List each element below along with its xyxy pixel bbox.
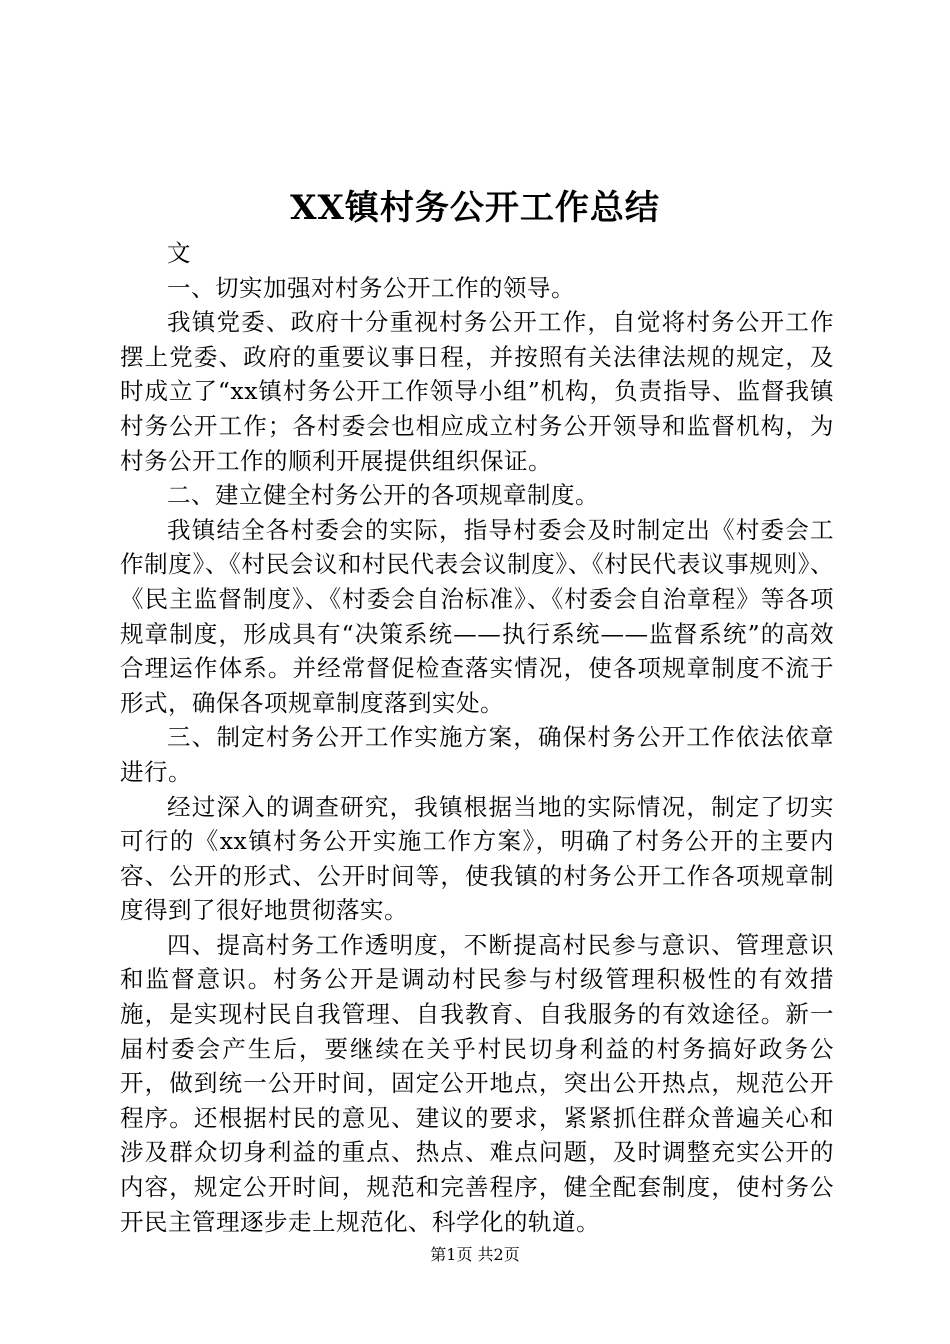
page-footer: 第1页 共2页 xyxy=(430,1245,520,1264)
paragraph-section-3: 经过深入的调查研究，我镇根据当地的实际情况，制定了切实可行的《xx镇村务公开实施工作方案》，明确了村务公开的主要内容、公开的形式、公开时间等，使我镇的村务公开工作各项规章制度得到了很好地贯彻落实。 xyxy=(120,792,834,925)
paragraph-section-2: 我镇结全各村委会的实际，指导村委会及时制定出《村委会工作制度》、《村民会议和村民代表会议制度》、《村民代表议事规则》、《民主监督制度》、《村委会自治标准》、《村委会自治章程》等各项规章制度，形成具有“决策系统——执行系统——监督系统”的高效合理运作体系。并经常督促检查落实情况，使各项规章制度不流于形式，确保各项规章制度落到实处。 xyxy=(120,515,834,717)
heading-section-1: 一、切实加强对村务公开工作的领导。 xyxy=(167,273,575,302)
heading-section-2: 二、建立健全村务公开的各项规章制度。 xyxy=(167,481,599,510)
heading-section-3: 三、制定村务公开工作实施方案，确保村务公开工作依法依章进行。 xyxy=(120,723,834,786)
paragraph-section-1: 我镇党委、政府十分重视村务公开工作，自觉将村务公开工作摆上党委、政府的重要议事日程，并按照有关法律法规的规定，及时成立了“xx镇村务公开工作领导小组”机构，负责指导、监督我镇村务公开工作；各村委会也相应成立村务公开领导和监督机构，为村务公开工作的顺利开展提供组织保证。 xyxy=(120,308,834,475)
paragraph-author: 文 xyxy=(167,239,191,267)
document-body xyxy=(120,236,834,1239)
document-title: XX镇村务公开工作总结 xyxy=(290,188,660,228)
paragraph-section-4: 四、提高村务工作透明度，不断提高村民参与意识、管理意识和监督意识。村务公开是调动村民参与村级管理积极性的有效措施，是实现村民自我管理、自我教育、自我服务的有效途径。新一届村委会产生后，要继续在关乎村民切身利益的村务搞好政务公开，做到统一公开时间，固定公开地点，突出公开热点，规范公开程序。还根据村民的意见、建议的要求，紧紧抓住群众普遍关心和涉及群众切身利益的重点、热点、难点问题，及时调整充实公开的内容，规定公开时间，规范和完善程序，健全配套制度，使村务公开民主管理逐步走上规范化、科学化的轨道。 xyxy=(120,930,834,1236)
